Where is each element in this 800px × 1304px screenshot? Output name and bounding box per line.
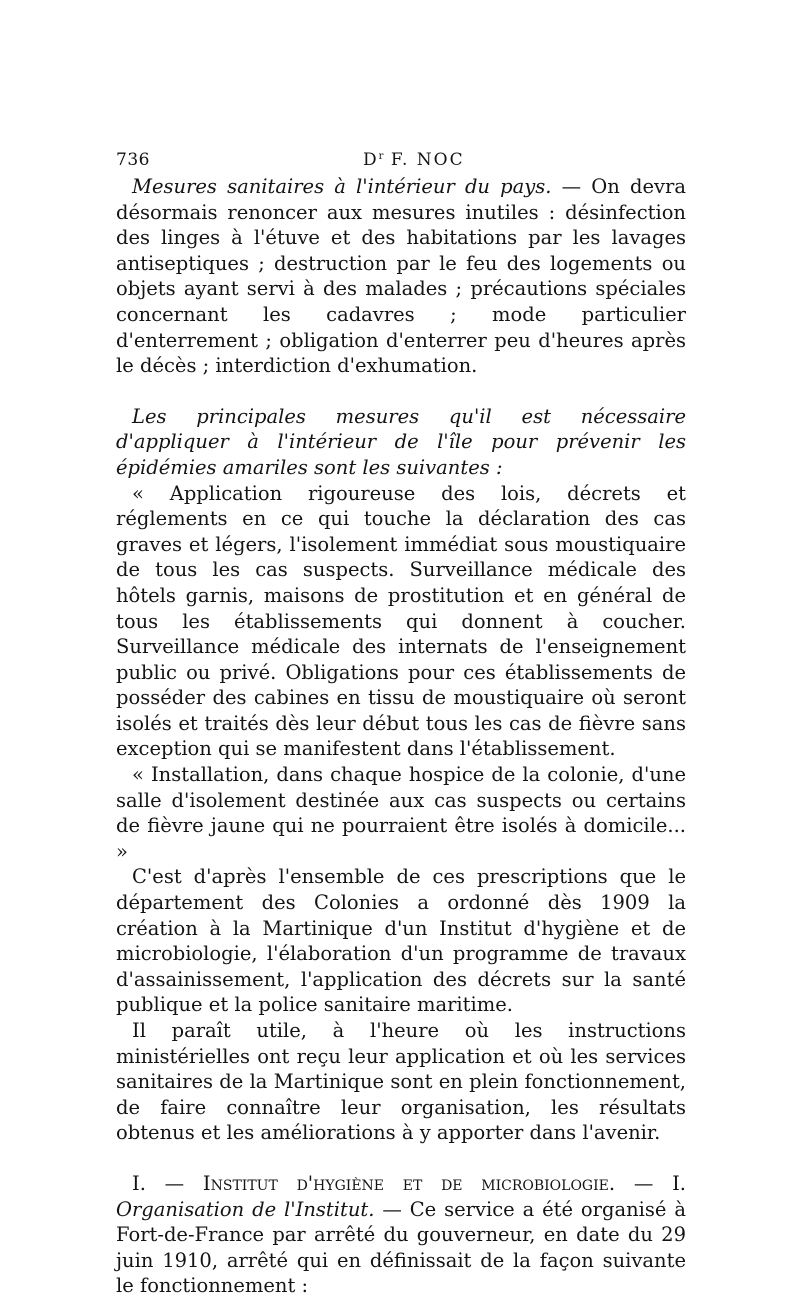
author-prefix: D xyxy=(363,150,379,170)
section-numeral: I. — xyxy=(132,1171,203,1195)
paragraph-institut xyxy=(116,1171,686,1299)
author-sup: r xyxy=(378,151,384,162)
italic-intro: Les principales mesures qu'il est nécessaire d'appliquer à l'intérieur de l'île pour prévenir les épidémies amariles sont les suivantes : xyxy=(116,404,686,479)
paragraph-principales-mesures xyxy=(116,404,686,481)
paragraph-gap xyxy=(116,1146,686,1171)
author-header xyxy=(363,150,465,170)
paragraph-quote-application: « Application rigoureuse des lois, décrets et réglements en ce qui touche la déclaration des cas graves et légers, l'isolement immédiat sous moustiquaire de tous les cas suspects. Surveillance médicale des hôtels garnis, maisons de prostitution et en général de tous les établissements qui donnent à coucher. Surveillance médicale des internats de l'enseignement public ou privé. Obligations pour ces établissements de posséder des cabines en tissu de moustiquaire où seront isolés et traités dès leur début tous les cas de fièvre sans exception qui se manifestent dans l'établissement. xyxy=(116,481,686,761)
paragraph-prescriptions: C'est d'après l'ensemble de ces prescriptions que le département des Colonies a ordonné dès 1909 la création à la Martinique d'un Institut d'hygiène et de microbiologie, l'élaboration d'un programme de travaux d'assainissement, l'application des décrets sur la santé publique et la police sanitaire maritime. xyxy=(116,865,686,1017)
author-name: F. NOC xyxy=(383,150,465,170)
paragraph-mesures-sanitaires xyxy=(116,174,686,379)
book-page xyxy=(116,146,686,1299)
paragraph-text: — On devra désormais renoncer aux mesures inutiles : désinfection des linges à l'étuve et des habitations par les lavages antiseptiques ; destruction par le feu des logements ou objets ayant servi à des malades ; précautions spéciales concernant les cadavres ; mode particulier d'enterrement ; obligation d'enterrer peu d'heures après le décès ; interdiction d'exhumation. xyxy=(116,175,686,378)
paragraph-text: — Ce service a été organisé à Fort-de-France par arrêté du gouverneur, en date du 29 juin 1910, arrêté qui en définissait de la façon suivante le fonctionnement : xyxy=(116,1197,686,1298)
subsection-title: Organisation de l'Institut. xyxy=(116,1197,375,1221)
running-header xyxy=(116,146,686,174)
section-title-institut: Institut d'hygiène et de microbiologie. xyxy=(202,1171,616,1195)
paragraph-organisation: Il paraît utile, à l'heure où les instructions ministérielles ont reçu leur application et où les services sanitaires de la Martinique sont en plein fonctionnement, de faire connaître leur organisation, les résultats obtenus et les améliorations à y apporter dans l'avenir. xyxy=(116,1019,686,1145)
page-number: 736 xyxy=(116,150,150,170)
paragraph-quote-installation: « Installation, dans chaque hospice de la colonie, d'une salle d'isolement destinée aux cas suspects ou certains de fièvre jaune qui ne pourraient être isolés à domicile... » xyxy=(116,763,686,863)
section-heading-mesures: Mesures sanitaires à l'intérieur du pays. xyxy=(132,175,552,198)
paragraph-gap xyxy=(116,379,686,404)
subsection-numeral: — I. xyxy=(615,1171,686,1195)
